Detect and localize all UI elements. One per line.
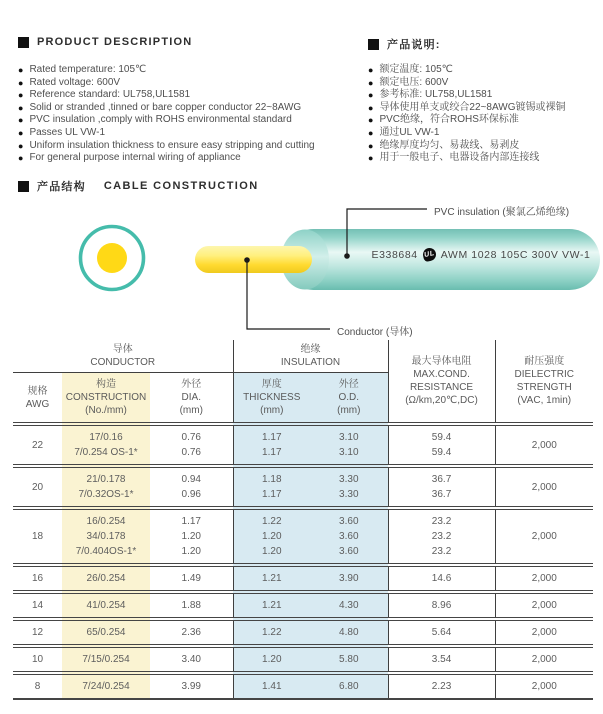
bullet-text: Rated voltage: 600V	[29, 76, 121, 88]
cell-value: 34/0.178	[86, 531, 126, 542]
cell-value: 4.30	[339, 600, 359, 611]
cell-value: 2,000	[531, 654, 557, 665]
resistance-cell	[388, 619, 495, 646]
header-line: 导体	[112, 344, 133, 355]
cell-value: 8.96	[431, 600, 452, 611]
cell-value: 5.80	[339, 654, 359, 665]
dielectric-cell	[495, 424, 593, 466]
resistance-cell	[388, 508, 495, 565]
ul-logo-icon: UL	[422, 247, 437, 262]
resistance-cell	[388, 592, 495, 619]
product-description-cn-title: 产品说明:	[387, 39, 441, 51]
header-line: 构造	[96, 379, 116, 390]
cell-value: 1.17	[262, 432, 282, 443]
cable-marking-rating: AWM 1028 105C 300V VW-1	[440, 248, 591, 261]
cell-value: 22	[31, 439, 44, 451]
bullet-icon: ●	[18, 140, 24, 151]
thickness-cell	[233, 673, 310, 699]
cell-value: 7/24/0.254	[82, 681, 130, 692]
bullet-text: Solid or stranded ,tinned or bare copper conductor 22~8AWG	[29, 101, 302, 113]
bullet-icon: ●	[18, 153, 24, 164]
bullet-icon: ●	[368, 77, 374, 88]
table-row	[13, 646, 593, 673]
cable-construction-heading	[18, 178, 259, 194]
dia-cell	[150, 646, 233, 673]
bullet-text: Reference standard: UL758,UL1581	[29, 89, 191, 101]
bullet-item	[18, 89, 315, 102]
cell-value: 3.10	[339, 432, 359, 443]
cell-value: 1.21	[262, 573, 282, 584]
cell-value: 2,000	[531, 481, 557, 493]
dielectric-cell	[495, 466, 593, 508]
bullet-icon: ●	[368, 90, 374, 101]
cell-value: 16	[31, 573, 44, 584]
cell-value: 1.17	[181, 516, 201, 527]
bullet-text: 参考标准: UL758,UL1581	[379, 89, 493, 101]
bullet-text: Rated temperature: 105℃	[29, 64, 147, 75]
table-row	[13, 592, 593, 619]
cable-cross-section	[81, 227, 144, 290]
cell-value: 1.20	[181, 531, 201, 542]
cell-value: 0.76	[181, 432, 201, 443]
header-line: STRENGTH	[516, 382, 572, 393]
od-cell	[310, 508, 388, 565]
table-row	[13, 466, 593, 508]
cell-value: 59.4	[431, 447, 452, 458]
resistance-cell	[388, 466, 495, 508]
cell-value: 23.2	[431, 531, 452, 542]
construction-column-header	[62, 373, 150, 425]
cell-value: 1.17	[262, 489, 282, 500]
cell-value: 3.40	[181, 654, 201, 665]
dia-cell	[150, 565, 233, 592]
construction-cell	[62, 673, 150, 699]
cell-value: 14	[31, 600, 44, 611]
bullet-icon: ●	[18, 90, 24, 101]
bullet-icon: ●	[368, 127, 374, 138]
resistance-column-header	[388, 340, 495, 424]
conductor-group-header	[13, 340, 233, 373]
bullet-item	[368, 89, 565, 102]
header-line: 规格	[27, 385, 48, 397]
conductor-label: Conductor (导体)	[337, 327, 413, 338]
header-line: (VAC, 1min)	[517, 395, 572, 406]
od-cell	[310, 466, 388, 508]
bullet-icon: ●	[18, 65, 24, 75]
header-line: 耐压强度	[524, 356, 565, 367]
cell-value: 2,000	[531, 573, 557, 584]
cell-value: 21/0.178	[86, 474, 126, 485]
construction-cell	[62, 565, 150, 592]
header-line: AWG	[25, 398, 50, 410]
cell-value: 17/0.16	[89, 432, 123, 443]
construction-cell	[62, 592, 150, 619]
cell-value: 3.30	[339, 489, 359, 500]
header-line: THICKNESS	[243, 392, 301, 403]
cell-value: 6.80	[339, 681, 359, 692]
bullet-item	[18, 64, 315, 77]
dia-cell	[150, 508, 233, 565]
cell-value: 2,000	[531, 627, 557, 638]
cell-value: 1.41	[262, 681, 282, 692]
thickness-cell	[233, 466, 310, 508]
bullet-item	[368, 140, 565, 153]
cell-value: 2,000	[531, 600, 557, 611]
bullet-icon: ●	[368, 153, 374, 164]
dia-cell	[150, 466, 233, 508]
bullet-text: PVC绝缘，符合ROHS环保标准	[379, 114, 519, 126]
cell-value: 7/0.32OS-1*	[78, 489, 134, 500]
header-line: (mm)	[260, 405, 284, 416]
product-description-cn-list	[368, 64, 565, 165]
cell-value: 0.96	[181, 489, 201, 500]
cell-value: 23.2	[431, 546, 452, 557]
insulation-leader-dot	[344, 253, 350, 259]
square-bullet-icon	[18, 37, 29, 48]
header-line: 厚度	[261, 379, 282, 390]
construction-cell	[62, 508, 150, 565]
cable-diagram	[0, 196, 603, 342]
bullet-item	[18, 114, 315, 127]
header-line: DIA.	[181, 392, 201, 403]
cell-value: 3.99	[181, 681, 201, 692]
thickness-cell	[233, 592, 310, 619]
table-row	[13, 508, 593, 565]
thickness-cell	[233, 424, 310, 466]
product-description-title: PRODUCT DESCRIPTION	[37, 36, 193, 48]
thickness-cell	[233, 619, 310, 646]
od-cell	[310, 424, 388, 466]
dielectric-cell	[495, 673, 593, 699]
od-column-header	[310, 373, 388, 425]
bullet-item	[18, 102, 315, 115]
resistance-cell	[388, 565, 495, 592]
bullet-icon: ●	[368, 65, 374, 75]
cell-value: 36.7	[431, 489, 452, 500]
od-cell	[310, 565, 388, 592]
dielectric-cell	[495, 619, 593, 646]
cell-value: 3.54	[431, 654, 452, 665]
awg-cell	[13, 592, 62, 619]
bullet-text: 额定电压: 600V	[379, 76, 449, 88]
dielectric-cell	[495, 646, 593, 673]
cell-value: 26/0.254	[86, 573, 126, 584]
cable-marking	[368, 247, 594, 262]
dia-cell	[150, 673, 233, 699]
header-line: (Ω/km,20℃,DC)	[405, 395, 478, 406]
header-line: 外径	[338, 379, 359, 390]
bullet-icon: ●	[368, 140, 374, 151]
bullet-item	[18, 140, 315, 153]
cable-spec-table	[13, 340, 593, 700]
cell-value: 10	[31, 654, 44, 665]
bullet-text: Passes UL VW-1	[29, 126, 106, 138]
conductor-leader-dot	[244, 257, 250, 263]
cell-value: 36.7	[431, 474, 452, 485]
bullet-text: 额定温度: 105℃	[379, 64, 453, 75]
header-line: CONDUCTOR	[90, 357, 156, 368]
header-line: (mm)	[337, 405, 361, 416]
cell-value: 1.49	[181, 573, 201, 584]
cell-value: 59.4	[431, 432, 452, 443]
cell-value: 8	[34, 681, 41, 692]
header-line: (mm)	[179, 405, 203, 416]
od-cell	[310, 619, 388, 646]
cell-value: 41/0.254	[86, 600, 126, 611]
cell-value: 0.76	[181, 447, 201, 458]
awg-cell	[13, 673, 62, 699]
header-line: 外径	[181, 379, 202, 390]
cell-value: 1.22	[262, 627, 282, 638]
bullet-icon: ●	[18, 102, 24, 113]
cell-value: 1.21	[262, 600, 282, 611]
bullet-text: For general purpose internal wiring of appliance	[29, 152, 241, 164]
awg-column-header	[13, 373, 62, 425]
construction-cell	[62, 646, 150, 673]
cell-value: 7/0.404OS-1*	[75, 546, 137, 557]
table-row	[13, 424, 593, 466]
bullet-text: 导体使用单支或绞合22~8AWG镀锡或裸铜	[379, 101, 566, 113]
awg-cell	[13, 508, 62, 565]
header-line: MAX.COND.	[413, 369, 470, 380]
bullet-item	[18, 77, 315, 90]
bullet-text: PVC insulation ,comply with ROHS environmental standard	[29, 114, 292, 126]
resistance-cell	[388, 673, 495, 699]
header-line: (No./mm)	[85, 405, 127, 416]
bullet-icon: ●	[18, 127, 24, 138]
header-line: CONSTRUCTION	[65, 392, 147, 403]
table-row	[13, 619, 593, 646]
spec-table	[13, 340, 593, 700]
insulation-group-header	[233, 340, 388, 373]
bullet-text: 用于一般电子、电器设备内部连接线	[379, 152, 540, 164]
cell-value: 3.10	[339, 447, 359, 458]
bullet-text: 绝缘厚度均匀、易裁线、易剥皮	[379, 139, 520, 151]
cell-value: 14.6	[431, 573, 452, 584]
bullet-text: Uniform insulation thickness to ensure easy stripping and cutting	[29, 139, 315, 151]
cell-value: 18	[31, 531, 44, 542]
bullet-item	[368, 152, 565, 165]
table-row	[13, 565, 593, 592]
cell-value: 1.20	[262, 654, 282, 665]
dielectric-column-header	[495, 340, 593, 424]
dielectric-cell	[495, 565, 593, 592]
header-line: RESISTANCE	[409, 382, 474, 393]
bullet-icon: ●	[368, 115, 374, 126]
bullet-item	[368, 77, 565, 90]
awg-cell	[13, 619, 62, 646]
thickness-cell	[233, 508, 310, 565]
cell-value: 65/0.254	[86, 627, 126, 638]
cell-value: 7/15/0.254	[82, 654, 130, 665]
resistance-cell	[388, 424, 495, 466]
square-bullet-icon	[18, 181, 29, 192]
table-row	[13, 673, 593, 699]
bullet-item	[368, 114, 565, 127]
construction-cell	[62, 424, 150, 466]
cell-value: 3.60	[339, 546, 359, 557]
cell-value: 0.94	[181, 474, 201, 485]
cell-value: 7/0.254 OS-1*	[74, 447, 138, 458]
cell-value: 3.30	[339, 474, 359, 485]
bullet-icon: ●	[368, 102, 374, 113]
cell-value: 12	[31, 627, 44, 638]
header-line: INSULATION	[280, 357, 341, 368]
thickness-cell	[233, 646, 310, 673]
dielectric-cell	[495, 508, 593, 565]
awg-cell	[13, 646, 62, 673]
thickness-column-header	[233, 373, 310, 425]
bullet-item	[18, 127, 315, 140]
cell-value: 1.20	[181, 546, 201, 557]
cell-value: 1.88	[181, 600, 201, 611]
construction-title-en: CABLE CONSTRUCTION	[103, 180, 259, 192]
cell-value: 2,000	[531, 439, 557, 451]
cell-value: 2,000	[531, 531, 557, 542]
dia-cell	[150, 619, 233, 646]
bullet-item	[368, 127, 565, 140]
dia-cell	[150, 424, 233, 466]
awg-cell	[13, 424, 62, 466]
bullet-item	[368, 102, 565, 115]
header-line: DIELECTRIC	[514, 369, 574, 380]
od-cell	[310, 592, 388, 619]
product-description-list	[18, 64, 315, 165]
cell-value: 16/0.254	[86, 516, 126, 527]
cell-value: 2.36	[181, 627, 201, 638]
awg-cell	[13, 565, 62, 592]
header-line: O.D.	[338, 392, 360, 403]
cell-value: 3.60	[339, 531, 359, 542]
cell-value: 5.64	[431, 627, 452, 638]
construction-cell	[62, 466, 150, 508]
od-cell	[310, 646, 388, 673]
cable-marking-file-number: E338684	[371, 248, 418, 261]
cell-value: 20	[31, 481, 44, 493]
cell-value: 1.20	[262, 546, 282, 557]
dia-column-header	[150, 373, 233, 425]
insulation-label: PVC insulation (聚氯乙烯绝缘)	[434, 207, 570, 218]
awg-cell	[13, 466, 62, 508]
square-bullet-icon	[368, 39, 379, 50]
cell-value: 3.90	[339, 573, 359, 584]
dielectric-cell	[495, 592, 593, 619]
cell-value: 1.18	[262, 474, 282, 485]
od-cell	[310, 673, 388, 699]
cell-value: 1.22	[262, 516, 282, 527]
cell-value: 4.80	[339, 627, 359, 638]
cell-value: 23.2	[431, 516, 452, 527]
product-description-heading	[18, 36, 192, 48]
bullet-item	[368, 64, 565, 77]
construction-cell	[62, 619, 150, 646]
bullet-text: 通过UL VW-1	[379, 126, 440, 138]
header-line: 绝缘	[300, 344, 321, 355]
thickness-cell	[233, 565, 310, 592]
cell-value: 3.60	[339, 516, 359, 527]
resistance-cell	[388, 646, 495, 673]
bullet-item	[18, 152, 315, 165]
bullet-icon: ●	[18, 115, 24, 126]
cell-value: 1.17	[262, 447, 282, 458]
bullet-icon: ●	[18, 77, 24, 88]
product-description-cn-heading	[368, 36, 441, 52]
cell-value: 1.20	[262, 531, 282, 542]
construction-title-cn: 产品结构	[37, 181, 86, 193]
cell-value: 2,000	[531, 681, 557, 692]
cell-value: 2.23	[431, 681, 452, 692]
header-line: 最大导体电阻	[411, 356, 472, 367]
dia-cell	[150, 592, 233, 619]
